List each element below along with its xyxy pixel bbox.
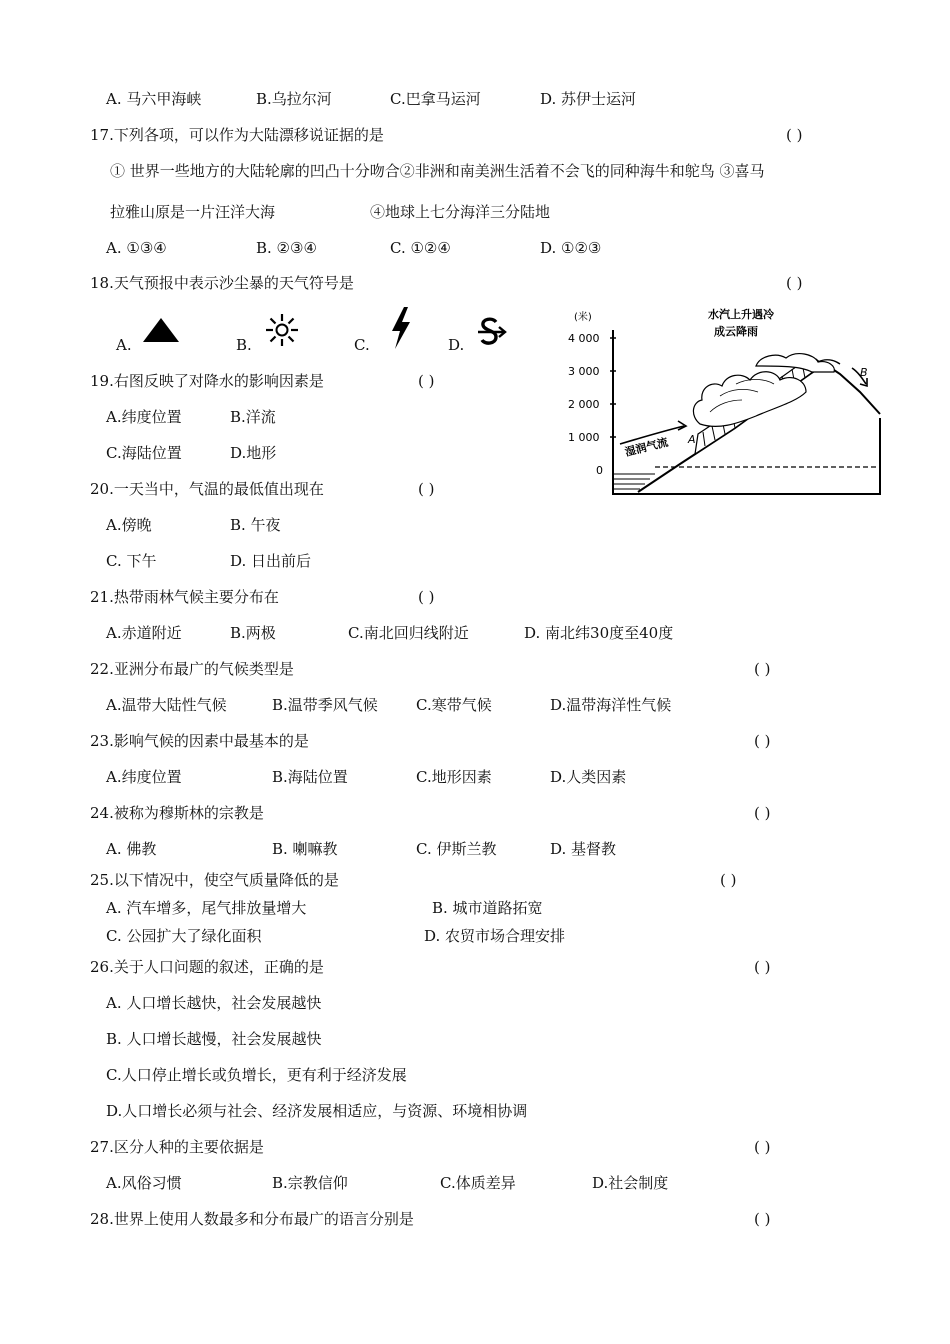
q22-option-b: B.温带季风气候 xyxy=(272,696,378,714)
q17-line2b: ④地球上七分海洋三分陆地 xyxy=(370,203,551,221)
q25-option-c: C. 公园扩大了绿化面积 xyxy=(106,927,262,945)
q24-option-d: D. 基督教 xyxy=(550,840,617,858)
q27-option-c: C.体质差异 xyxy=(440,1174,516,1192)
lightning-icon xyxy=(388,306,414,350)
y-tick-3000: 3 000 xyxy=(568,365,600,378)
q16-option-b: B.乌拉尔河 xyxy=(256,90,332,108)
q20-answer-paren: ( ) xyxy=(418,480,435,498)
q21-option-a: A.赤道附近 xyxy=(106,624,182,642)
q28-answer-paren: ( ) xyxy=(754,1210,771,1228)
q22-stem: 22.亚洲分布最广的气候类型是 xyxy=(90,660,294,678)
y-tick-2000: 2 000 xyxy=(568,398,600,411)
q16-option-d: D. 苏伊士运河 xyxy=(540,90,637,108)
q18-option-c: C. xyxy=(354,336,370,354)
q21-option-c: C.南北回归线附近 xyxy=(348,624,469,642)
y-axis-unit: (米) xyxy=(574,312,592,323)
q21-option-d: D. 南北纬30度至40度 xyxy=(524,624,674,642)
q22-option-a: A.温带大陆性气候 xyxy=(106,696,227,714)
q25-answer-paren: ( ) xyxy=(720,871,737,889)
y-tick-1000: 1 000 xyxy=(568,431,600,444)
sun-icon xyxy=(264,312,300,348)
q17-option-d: D. ①②③ xyxy=(540,239,602,257)
mountain-icon xyxy=(141,316,181,344)
q23-option-b: B.海陆位置 xyxy=(272,768,348,786)
q20-stem: 20.一天当中，气温的最低值出现在 xyxy=(90,480,324,498)
y-tick-0: 0 xyxy=(596,464,603,477)
q18-option-d: D. xyxy=(448,336,465,354)
q24-option-c: C. 伊斯兰教 xyxy=(416,840,497,858)
q19-stem: 19.右图反映了对降水的影响因素是 xyxy=(90,372,324,390)
q26-option-c: C.人口停止增长或负增长，更有利于经济发展 xyxy=(106,1066,407,1084)
y-tick-4000: 4 000 xyxy=(568,332,600,345)
q22-option-d: D.温带海洋性气候 xyxy=(550,696,672,714)
q20-option-b: B. 午夜 xyxy=(230,516,281,534)
q21-answer-paren: ( ) xyxy=(418,588,435,606)
q19-option-a: A.纬度位置 xyxy=(106,408,182,426)
q17-option-c: C. ①②④ xyxy=(390,239,451,257)
q19-option-b: B.洋流 xyxy=(230,408,276,426)
q27-option-b: B.宗教信仰 xyxy=(272,1174,348,1192)
q23-option-a: A.纬度位置 xyxy=(106,768,182,786)
q21-stem: 21.热带雨林气候主要分布在 xyxy=(90,588,279,606)
q26-answer-paren: ( ) xyxy=(754,958,771,976)
q24-option-b: B. 喇嘛教 xyxy=(272,840,338,858)
wind-label: 湿润气流 xyxy=(623,435,670,459)
q18-option-b: B. xyxy=(236,336,252,354)
q23-answer-paren: ( ) xyxy=(754,732,771,750)
q16-option-c: C.巴拿马运河 xyxy=(390,90,481,108)
q26-option-d: D.人口增长必须与社会、经济发展相适应，与资源、环境相协调 xyxy=(106,1102,528,1120)
q16-option-a: A. 马六甲海峡 xyxy=(106,90,202,108)
q20-option-a: A.傍晚 xyxy=(106,516,152,534)
q19-option-d: D.地形 xyxy=(230,444,277,462)
q17-stem: 17.下列各项，可以作为大陆漂移说证据的是 xyxy=(90,126,384,144)
q25-option-a: A. 汽车增多，尾气排放量增大 xyxy=(106,899,307,917)
q17-line1: ① 世界一些地方的大陆轮廓的凹凸十分吻合②非洲和南美洲生活着不会飞的同种海牛和鸵鸟 ③喜马 xyxy=(110,162,765,180)
q23-option-d: D.人类因素 xyxy=(550,768,627,786)
q27-stem: 27.区分人种的主要依据是 xyxy=(90,1138,264,1156)
q21-option-b: B.两极 xyxy=(230,624,276,642)
q17-line2: 拉雅山原是一片汪洋大海 xyxy=(110,203,276,221)
q25-stem: 25.以下情况中，使空气质量降低的是 xyxy=(90,871,339,889)
q23-stem: 23.影响气候的因素中最基本的是 xyxy=(90,732,309,750)
diagram-caption-2: 成云降雨 xyxy=(714,325,758,338)
q24-answer-paren: ( ) xyxy=(754,804,771,822)
q25-option-b: B. 城市道路拓宽 xyxy=(432,899,543,917)
q25-option-d: D. 农贸市场合理安排 xyxy=(424,927,566,945)
point-b-label: B xyxy=(860,366,868,379)
q27-option-a: A.风俗习惯 xyxy=(106,1174,182,1192)
q22-answer-paren: ( ) xyxy=(754,660,771,678)
q17-option-a: A. ①③④ xyxy=(106,239,167,257)
q19-option-c: C.海陆位置 xyxy=(106,444,182,462)
q17-answer-paren: ( ) xyxy=(786,126,803,144)
q19-answer-paren: ( ) xyxy=(418,372,435,390)
q20-option-d: D. 日出前后 xyxy=(230,552,312,570)
q18-answer-paren: ( ) xyxy=(786,274,803,292)
q18-stem: 18.天气预报中表示沙尘暴的天气符号是 xyxy=(90,274,354,292)
q28-stem: 28.世界上使用人数最多和分布最广的语言分别是 xyxy=(90,1210,414,1228)
q22-option-c: C.寒带气候 xyxy=(416,696,492,714)
q23-option-c: C.地形因素 xyxy=(416,768,492,786)
q24-option-a: A. 佛教 xyxy=(106,840,157,858)
q26-option-a: A. 人口增长越快，社会发展越快 xyxy=(106,994,322,1012)
q27-option-d: D.社会制度 xyxy=(592,1174,669,1192)
q18-option-a: A. xyxy=(116,336,132,354)
point-a-label: A xyxy=(688,433,696,446)
q26-option-b: B. 人口增长越慢，社会发展越快 xyxy=(106,1030,322,1048)
q27-answer-paren: ( ) xyxy=(754,1138,771,1156)
q24-stem: 24.被称为穆斯林的宗教是 xyxy=(90,804,264,822)
q20-option-c: C. 下午 xyxy=(106,552,157,570)
orographic-rain-diagram xyxy=(560,304,886,500)
q17-option-b: B. ②③④ xyxy=(256,239,317,257)
q26-stem: 26.关于人口问题的叙述，正确的是 xyxy=(90,958,324,976)
sandstorm-icon xyxy=(474,315,510,351)
diagram-caption-1: 水汽上升遇冷 xyxy=(708,308,774,321)
